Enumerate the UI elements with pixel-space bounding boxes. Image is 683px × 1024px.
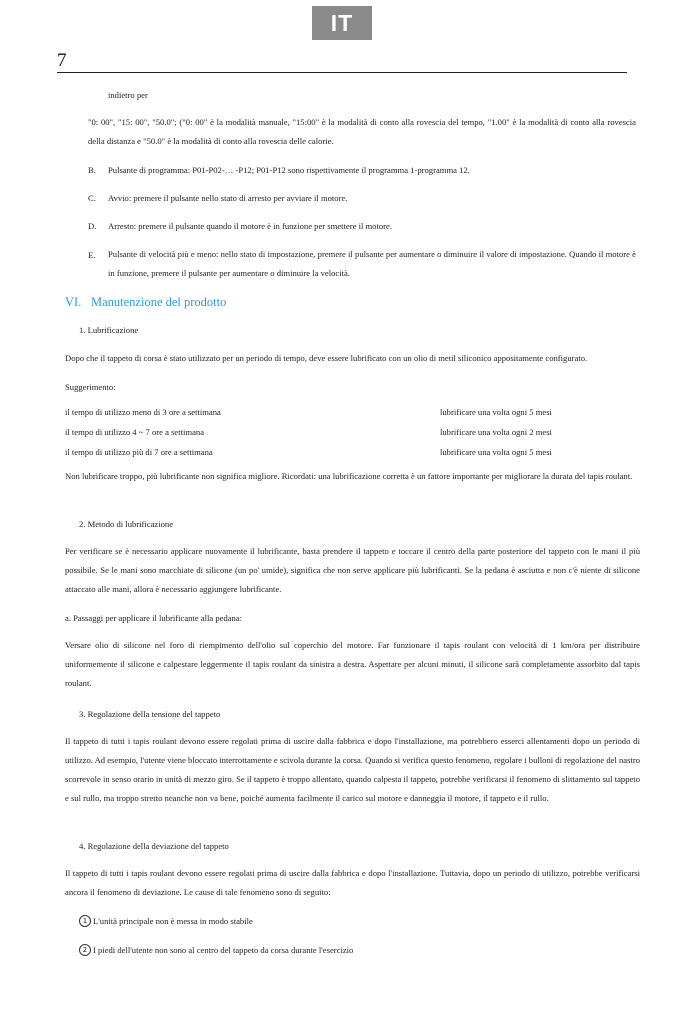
list-marker: E. — [88, 250, 96, 260]
list-item-start-button: Avvio: premere il pulsante nello stato di arresto per avviare il motore. — [108, 193, 348, 203]
steps-label: a. Passaggi per applicare il lubrificante alla pedana: — [65, 613, 243, 623]
method-paragraph: Per verificare se è necessario applicare nuovamente il lubrificante, basta prendere il tappeto e toccare il centro della parte posteriore del tappeto con le mani il più possibile. Se le mani sono macchiate di silicone (un po' umide), significa che non serve applicare più lubrificanti. Se la pedana è asciutta e non c'è niente di silicone attaccato alle mani, allora è necessario aggiungere lubrificante. — [65, 546, 640, 594]
circled-number: 2 — [79, 944, 91, 956]
suggestion-label: Suggerimento: — [65, 382, 116, 392]
lubrication-paragraph: Dopo che il tappeto di corsa è stato utilizzato per un periodo di tempo, deve essere lubrificato con un olio di metil siliconico appositamente configurato. — [65, 353, 588, 363]
tension-paragraph: Il tappeto di tutti i tapis roulant devono essere regolati prima di uscire dalla fabbrica e dopo l'installazione, ma potrebbero esserci allentamenti dopo un periodo di utilizzo. Ad esempio, l'utente viene bloccato interrottamente e scivola durante la corsa. Quando si verifica questo fenomeno, regolare i bulloni di regolazione del nastro scorrevole in senso orario in unità di mezzo giro. Se il tappeto è troppo allentato, quando calpesta il tappeto, potrebbe verificarsi il fenomeno di slittamento sul tappeto e sul rullo, ma troppo stretto neanche non va bene, poiché aumenta facilmente il carico sul motore e danneggia il motore, il tappeto e il rullo. — [65, 736, 640, 803]
subsection-heading-method: 2. Metodo di lubrificazione — [79, 519, 174, 529]
cause-text: I piedi dell'utente non sono al centro del tappeto da corsa durante l'esercizio — [93, 945, 354, 955]
page-number: 7 — [57, 50, 67, 71]
table-cell-usage: il tempo di utilizzo più di 7 ore a settimana — [65, 447, 213, 457]
subsection-heading-deviation: 4. Regolazione della deviazione del tappeto — [79, 841, 229, 851]
table-cell-usage: il tempo di utilizzo 4 ~ 7 ore a settimana — [65, 427, 205, 437]
list-marker: B. — [88, 165, 96, 175]
list-item-stop-button: Arresto: premere il pulsante quando il motore è in funzione per smettere il motore. — [108, 221, 392, 231]
table-cell-usage: il tempo di utilizzo meno di 3 ore a settimana — [65, 407, 221, 417]
table-cell-frequency: lubrificare una volta ogni 5 mesi — [440, 407, 552, 417]
section-heading: Manutenzione del prodotto — [91, 295, 227, 309]
section-title — [65, 295, 226, 310]
header-divider — [57, 72, 627, 73]
circled-number: 1 — [79, 915, 91, 927]
list-marker: C. — [88, 193, 96, 203]
countdown-modes-text: "0: 00", "15: 00", "50.0"; ("0: 00" è la modalità manuale, "15:00" è la modalità di conto alla rovescia del tempo, "1.00" è la modalità di conto alla rovescia della distanza e "50.0" è la modalità di conto alla rovescia delle calorie. — [88, 117, 636, 146]
table-cell-frequency: lubrificare una volta ogni 5 mesi — [440, 447, 552, 457]
intro-line: indietro per — [108, 90, 148, 100]
cause-item — [79, 915, 253, 928]
subsection-heading-lubrication: 1. Lubrificazione — [79, 325, 139, 335]
deviation-paragraph: Il tappeto di tutti i tapis roulant devono essere regolati prima di uscire dalla fabbrica e dopo l'installazione. Tuttavia, dopo un periodo di utilizzo, potrebbe verificarsi ancora il fenomeno di deviazione. Le cause di tale fenomeno sono di seguito: — [65, 868, 640, 897]
table-cell-frequency: lubrificare una volta ogni 2 mesi — [440, 427, 552, 437]
cause-item — [79, 944, 353, 957]
list-marker: D. — [88, 221, 97, 231]
language-badge: IT — [312, 6, 372, 40]
lubrication-note: Non lubrificare troppo, più lubrificante non significa migliore. Ricordati: una lubrificazione corretta è un fattore importante per migliorare la durata del tapis roulant. — [65, 471, 633, 481]
cause-text: L'unità principale non è messa in modo stabile — [93, 916, 253, 926]
list-item-speed-buttons: Pulsante di velocità più e meno: nello stato di impostazione, premere il pulsante per aumentare o diminuire il valore di impostazione. Quando il motore è in funzione, premere il pulsante per aumentare o diminuire la velocità. — [108, 249, 636, 278]
section-number: VI. — [65, 295, 82, 309]
subsection-heading-tension: 3. Regolazione della tensione del tappeto — [79, 709, 221, 719]
list-item-program-button: Pulsante di programma: P01-P02-… -P12; P01-P12 sono rispettivamente il programma 1-programma 12. — [108, 165, 470, 175]
steps-paragraph: Versare olio di silicone nel foro di riempimento dell'olio sul coperchio del motore. Far funzionare il tapis roulant con velocità di 1 km/ora per distribuire uniformemente il silicone e calpestare leggermente il tapis roulant da sinistra a destra. Aspettare per alcuni minuti, il silicone sarà completamente assorbito dal tapis roulant. — [65, 640, 640, 688]
